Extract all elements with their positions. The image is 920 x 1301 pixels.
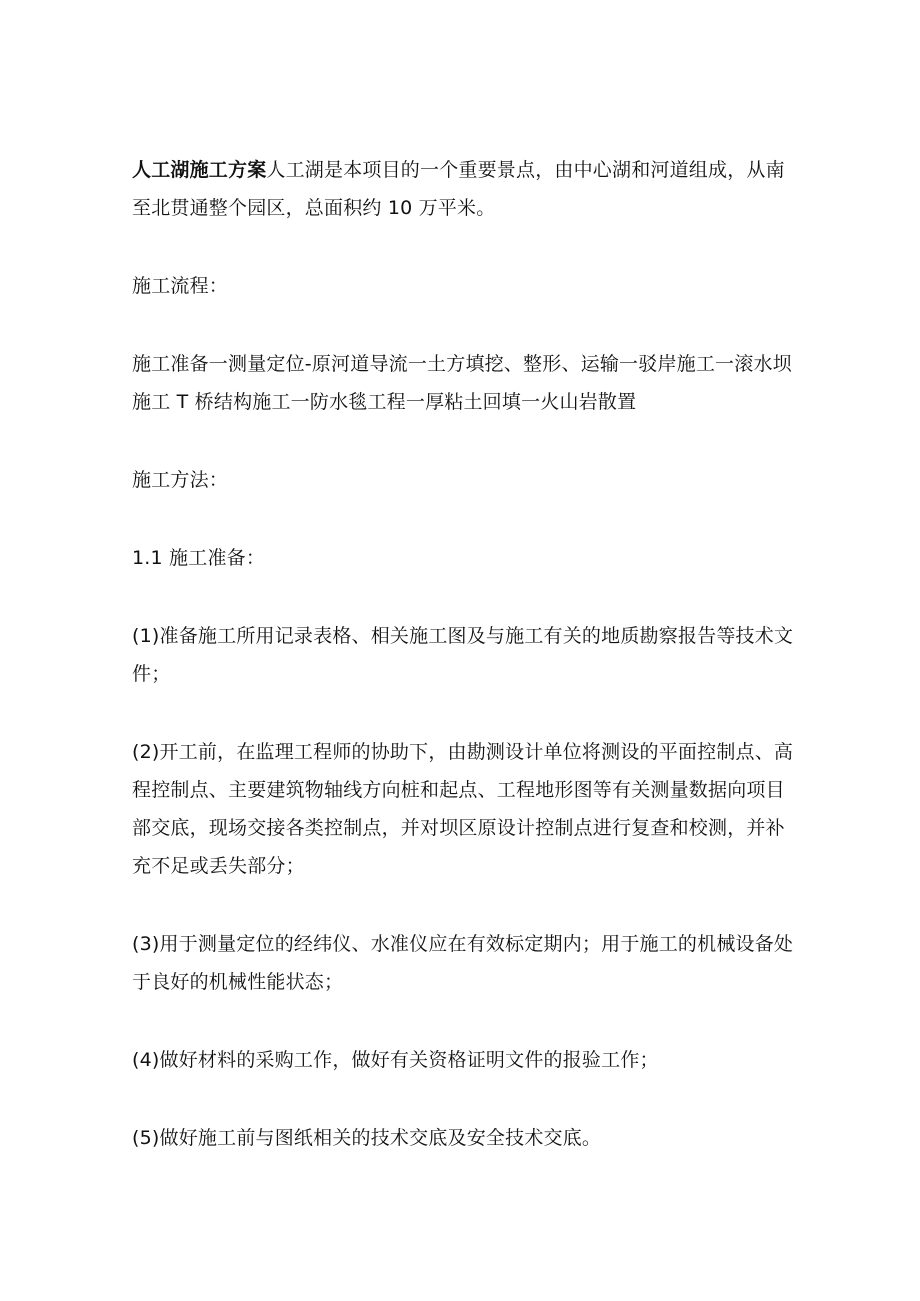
- list-item: (5)做好施工前与图纸相关的技术交底及安全技术交底。: [132, 1127, 602, 1149]
- list-item: (1)准备施工所用记录表格、相关施工图及与施工有关的地质勘察报告等技术文件；: [132, 625, 794, 685]
- section-heading-1-1: 1.1 施工准备：: [132, 547, 266, 569]
- document-body: [132, 151, 802, 1157]
- method-heading: 施工方法：: [132, 469, 229, 491]
- process-text: 施工准备一测量定位-原河道导流一土方填挖、整形、运输一驳岸施工一滚水坝施工 T 桥结构施工一防水毯工程一厚粘土回填一火山岩散置: [132, 353, 792, 413]
- list-item: (2)开工前，在监理工程师的协助下，由勘测设计单位将测设的平面控制点、高程控制点、主要建筑物轴线方向桩和起点、工程地形图等有关测量数据向项目部交底，现场交接各类控制点，并对坝区原设计控制点进行复查和校测，并补充不足或丢失部分；: [132, 741, 794, 877]
- intro-paragraph: [132, 151, 802, 227]
- process-heading: 施工流程：: [132, 275, 229, 297]
- list-item: (4)做好材料的采购工作，做好有关资格证明文件的报验工作；: [132, 1049, 659, 1071]
- intro-text: 人工湖是本项目的一个重要景点，由中心湖和河道组成，从南至北贯通整个园区，总面积约 10 万平米。: [132, 159, 785, 219]
- list-item: (3)用于测量定位的经纬仪、水准仪应在有效标定期内；用于施工的机械设备处于良好的机械性能状态；: [132, 933, 794, 993]
- document-title: 人工湖施工方案: [132, 159, 267, 181]
